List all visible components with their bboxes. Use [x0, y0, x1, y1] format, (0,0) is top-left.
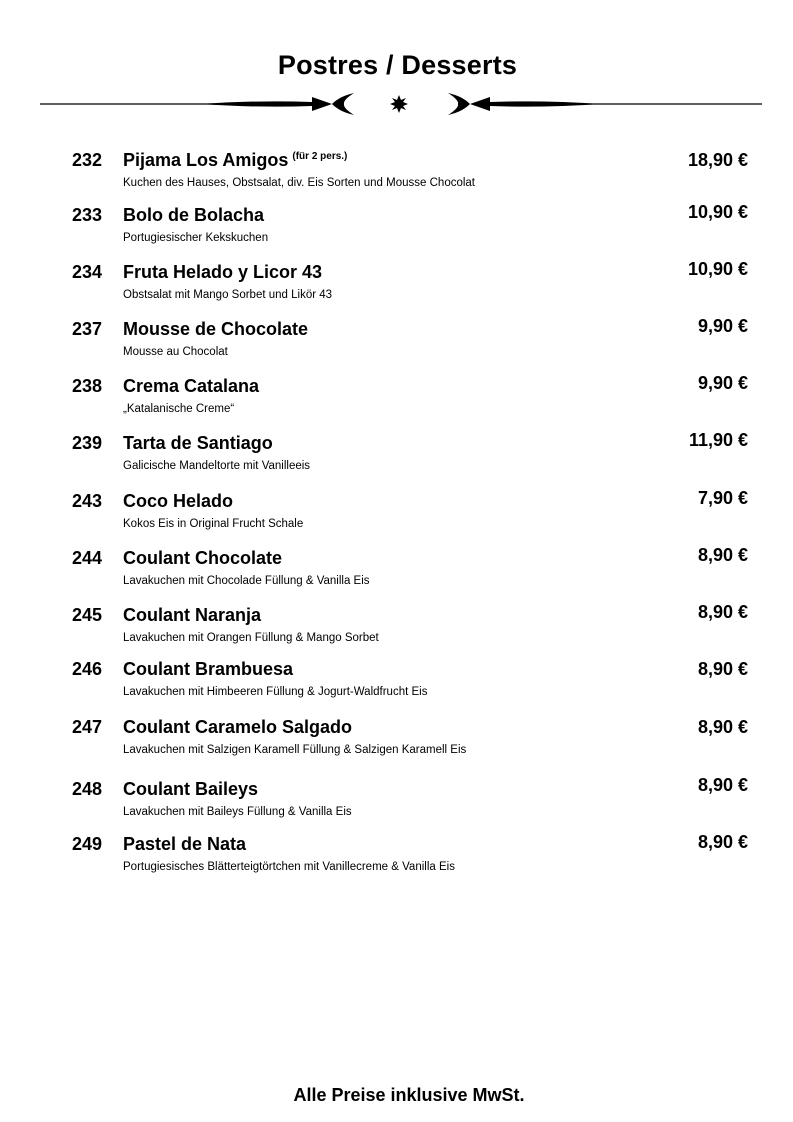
item-number: 248 — [72, 779, 103, 799]
menu-item — [0, 150, 793, 200]
item-name: Bolo de Bolacha — [123, 205, 265, 225]
item-name: Coulant Brambuesa — [123, 659, 294, 679]
item-note: (für 2 pers.) — [292, 151, 348, 162]
item-description: Portugiesisches Blätterteigtörtchen mit Vanillecreme & Vanilla Eis — [123, 861, 455, 873]
item-price: 18,90 € — [687, 150, 748, 170]
menu-item — [0, 602, 793, 655]
menu-item — [0, 316, 793, 369]
item-number: 244 — [72, 548, 103, 568]
item-description: Lavakuchen mit Baileys Füllung & Vanilla Eis — [123, 806, 352, 818]
item-name: Coulant Caramelo Salgado — [123, 717, 353, 737]
item-price: 8,90 € — [697, 545, 748, 565]
item-name: Tarta de Santiago — [123, 433, 273, 453]
item-number: 243 — [72, 491, 103, 511]
item-number: 234 — [72, 262, 103, 282]
item-price: 8,90 € — [697, 717, 748, 737]
item-number: 249 — [72, 834, 103, 854]
item-description: Obstsalat mit Mango Sorbet und Likör 43 — [123, 289, 333, 301]
menu-item — [0, 430, 793, 483]
item-price: 9,90 € — [697, 316, 748, 336]
item-number: 238 — [72, 376, 103, 396]
menu-item — [0, 373, 793, 426]
item-price: 8,90 € — [697, 602, 748, 622]
item-price: 7,90 € — [697, 488, 748, 508]
item-price: 10,90 € — [687, 202, 748, 222]
item-number: 239 — [72, 433, 103, 453]
item-number: 232 — [72, 150, 103, 170]
item-description: Kuchen des Hauses, Obstsalat, div. Eis Sorten und Mousse Chocolat — [123, 177, 476, 189]
item-name: Coulant Baileys — [123, 779, 259, 799]
item-description: Lavakuchen mit Himbeeren Füllung & Jogurt-Waldfrucht Eis — [123, 686, 428, 698]
flourish-divider-with-star-icon — [40, 88, 762, 120]
item-name: Coulant Naranja — [123, 605, 262, 625]
price-note-footer: Alle Preise inklusive MwSt. — [293, 1085, 525, 1105]
item-description: Kokos Eis in Original Frucht Schale — [123, 518, 304, 530]
menu-item — [0, 488, 793, 541]
item-number: 245 — [72, 605, 103, 625]
menu-item — [0, 545, 793, 598]
item-description: Lavakuchen mit Orangen Füllung & Mango Sorbet — [123, 632, 379, 644]
page-title: Postres / Desserts — [277, 50, 518, 80]
item-description: Portugiesischer Kekskuchen — [123, 232, 269, 244]
item-description: Mousse au Chocolat — [123, 346, 228, 358]
item-name: Crema Catalana — [123, 376, 260, 396]
item-number: 247 — [72, 717, 103, 737]
menu-item — [0, 202, 793, 255]
menu-item — [0, 834, 793, 884]
item-name — [123, 150, 347, 171]
item-name: Mousse de Chocolate — [123, 319, 309, 339]
item-price: 11,90 € — [688, 430, 748, 450]
item-number: 237 — [72, 319, 103, 339]
item-name: Coulant Chocolate — [123, 548, 283, 568]
item-description: Galicische Mandeltorte mit Vanilleeis — [123, 460, 311, 472]
item-name-text: Pijama Los Amigos — [123, 150, 289, 170]
menu-item — [0, 717, 793, 767]
item-description: Lavakuchen mit Chocolade Füllung & Vanilla Eis — [123, 575, 370, 587]
item-price: 10,90 € — [687, 259, 748, 279]
item-price: 8,90 € — [697, 659, 748, 679]
item-description: Lavakuchen mit Salzigen Karamell Füllung & Salzigen Karamell Eis — [123, 744, 467, 756]
item-number: 233 — [72, 205, 103, 225]
item-number: 246 — [72, 659, 103, 679]
item-description: „Katalanische Creme“ — [123, 403, 235, 415]
item-price: 8,90 € — [697, 832, 748, 852]
item-price: 8,90 € — [697, 775, 748, 795]
item-name: Pastel de Nata — [123, 834, 247, 854]
menu-item — [0, 259, 793, 312]
item-price: 9,90 € — [697, 373, 748, 393]
item-name: Fruta Helado y Licor 43 — [123, 262, 323, 282]
item-name: Coco Helado — [123, 491, 234, 511]
menu-item — [0, 775, 793, 829]
menu-item — [0, 659, 793, 709]
